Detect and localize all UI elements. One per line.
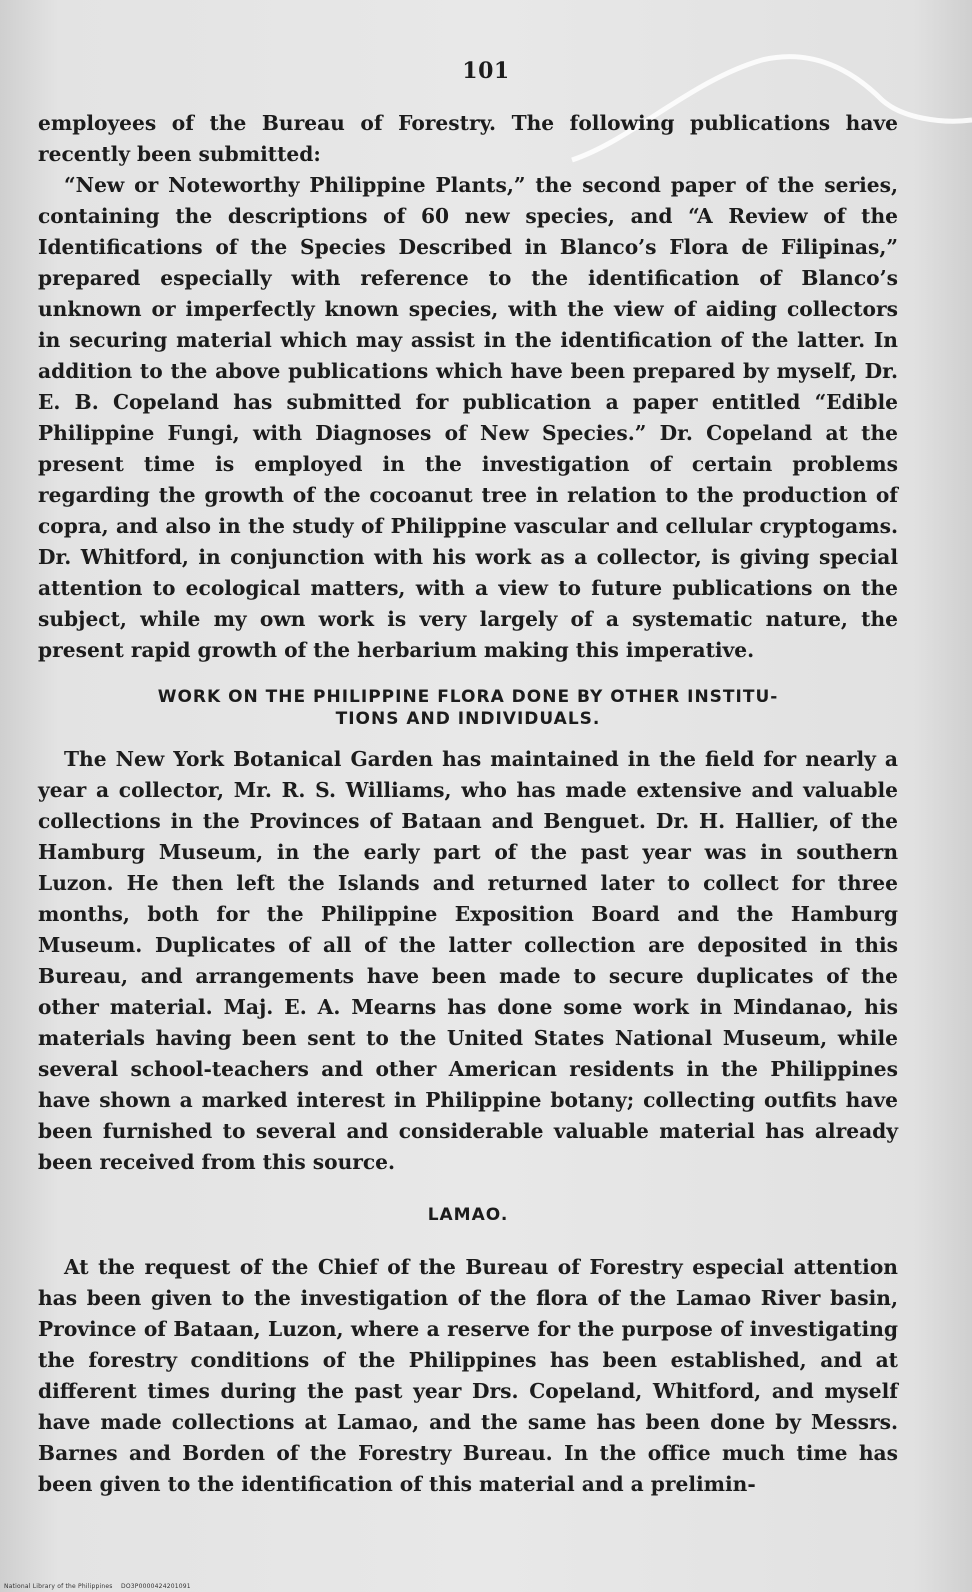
section-heading-work — [38, 686, 898, 730]
paragraph-other-institutions: The New York Botanical Garden has maintained in the field for nearly a year a collector, Mr. R. S. Williams, who has made extensive and valuable collections in the Provinces of Bataan and Benguet. Dr. H. Hallier, of the Hamburg Museum, in the early part of the past year was in southern Luzon. He then left the Islands and returned later to collect for three months, both for the Philippine Exposition Board and the Hamburg Museum. Duplicates of all of the latter collection are deposited in this Bureau, and arrangements have been made to secure duplicates of the other material. Maj. E. A. Mearns has done some work in Mindanao, his materials having been sent to the United States National Museum, while several school-teachers and other American residents in the Philippines have shown a marked interest in Philippine botany; collecting outfits have been furnished to several and considerable valuable material has already been received from this source. — [38, 747, 898, 1174]
section-heading-work-line1: WORK ON THE PHILIPPINE FLORA DONE BY OTHER INSTITU- — [157, 687, 779, 707]
paragraph-lamao: At the request of the Chief of the Bureau of Forestry especial attention has been given to the investigation of the flora of the Lamao River basin, Province of Bataan, Luzon, where a reserve for the purpose of investigating the forestry conditions of the Philippines has been established, and at different times during the past year Drs. Copeland, Whitford, and myself have made collections at Lamao, and the same has been done by Messrs. Barnes and Borden of the Forestry Bureau. In the office much time has been given to the identification of this material and a prelimin- — [38, 1255, 898, 1496]
section-heading-work-line2: TIONS AND INDIVIDUALS. — [335, 709, 601, 729]
footer-code: DO3P0000424201091 — [121, 1583, 191, 1590]
paragraph-publications: “New or Noteworthy Philippine Plants,” the second paper of the series, containing the descriptions of 60 new species, and “A Review of the Identifications of the Species Described in Blanco’s Flora de Filipinas,” prepared especially with reference to the identification of Blanco’s unknown or imperfectly known species, with the view of aiding collectors in securing material which may assist in the identification of the latter. In addition to the above publications which have been prepared by myself, Dr. E. B. Copeland has submitted for publication a paper entitled “Edible Philippine Fungi, with Diagnoses of New Species.” Dr. Copeland at the present time is employed in the investigation of certain problems regarding the growth of the cocoanut tree in relation to the production of copra, and also in the study of Philippine vascular and cellular cryptogams. Dr. Whitford, in conjunction with his work as a collector, is giving special attention to ecological matters, with a view to future publications on the subject, while my own work is very largely of a systematic nature, the present rapid growth of the herbarium making this imperative. — [38, 173, 898, 662]
section-heading-lamao: LAMAO. — [427, 1205, 509, 1225]
page-body — [38, 108, 898, 1500]
paragraph-continuation: employees of the Bureau of Forestry. The following publications have recently been submitted: — [38, 111, 898, 166]
scan-footer — [4, 1583, 191, 1590]
page-number: 101 — [462, 58, 510, 84]
footer-library: National Library of the Philippines — [4, 1583, 113, 1590]
